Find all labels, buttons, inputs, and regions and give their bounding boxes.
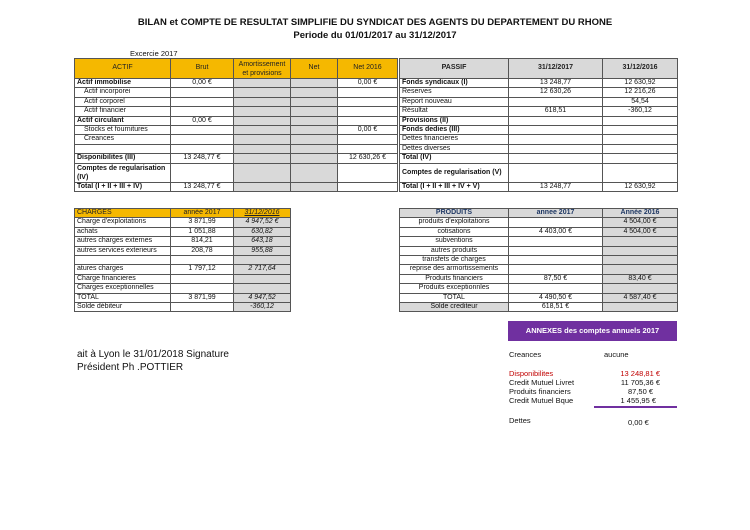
col-header: 31/12/2016 [234,209,291,218]
table-cell [171,256,234,265]
table-row [75,135,398,144]
col-header: Net [291,59,338,79]
table-cell: Dettes diverses [400,144,509,153]
table-row [75,256,291,265]
table-row [75,97,398,106]
table-cell [509,246,603,255]
table-cell: autres produits [400,246,509,255]
table-cell [171,284,234,293]
table-row [400,303,678,312]
dettes-value: 0,00 € [628,418,649,427]
table-cell [509,265,603,274]
table-cell [291,182,338,191]
table-cell: 2 717,64 [234,265,291,274]
table-row [75,79,398,88]
table-cell [234,116,291,125]
signature-president: Président Ph .POTTIER [77,362,184,373]
table-cell: 1 051,88 [171,227,234,236]
table-cell [603,154,678,163]
table-cell [171,274,234,283]
table-cell: 83,40 € [603,274,678,283]
table-cell: 13 248,77 [509,79,603,88]
table-cell: 4 947,52 [234,293,291,302]
table-cell: 13 248,77 [509,182,603,191]
table-cell: 4 490,50 € [509,293,603,302]
table-cell [171,135,234,144]
table-cell [291,97,338,106]
creances-value: aucune [604,350,629,359]
annex-item-value: 87,50 € [627,387,653,396]
table-cell [291,79,338,88]
table-cell: Stocks et fournitures [75,126,171,135]
table-row [400,88,678,97]
table-cell: 208,78 [171,246,234,255]
table-cell [509,256,603,265]
annexes-title: ANNEXES des comptes annuels 2017 [508,321,677,341]
table-cell: Reserves [400,88,509,97]
table-cell [509,218,603,227]
disponibilites-label: Disponibilites [509,369,554,378]
table-cell [509,284,603,293]
table-cell: Fonds syndicaux (I) [400,79,509,88]
table-cell: Disponibilites (III) [75,154,171,163]
table-cell: 87,50 € [509,274,603,283]
col-header: Net 2016 [338,59,398,79]
table-row [75,107,398,116]
table-row [75,227,291,236]
table-cell [509,97,603,106]
table-cell [234,126,291,135]
col-header: PASSIF [400,59,509,79]
annex-item-value: 11 705,36 € [620,378,660,387]
table-cell: Actif corporel [75,97,171,106]
table-cell: Total (I + II + III + IV + V) [400,182,509,191]
table-cell [603,265,678,274]
table-cell: 4 504,00 € [603,218,678,227]
table-cell [171,144,234,153]
table-cell: Creances [75,135,171,144]
table-row [75,265,291,274]
table-cell: Provisions (II) [400,116,509,125]
table-cell [291,163,338,182]
table-cell: 814,21 [171,237,234,246]
table-row [75,237,291,246]
annex-item-value: 1 455,95 € [620,396,656,405]
document-title: BILAN et COMPTE DE RESULTAT SIMPLIFIE DU SYNDICAT DES AGENTS DU DEPARTEMENT DU RHONE [137,17,613,28]
table-cell: Total (I + II + III + IV) [75,182,171,191]
table-cell: Actif financier [75,107,171,116]
table-cell: produits d'exploitations [400,218,509,227]
table-row [400,97,678,106]
table-cell [338,88,398,97]
table-cell: reprise des armortissements [400,265,509,274]
table-cell: autres services exterieurs [75,246,171,255]
table-cell: atures charges [75,265,171,274]
table-row [400,256,678,265]
table-row [400,284,678,293]
table-cell: subventions [400,237,509,246]
table-row [400,154,678,163]
table-cell: 4 403,00 € [509,227,603,236]
table-cell: 12 630,26 [509,88,603,97]
table-row [75,144,398,153]
table-cell: Comptes de regularisation (V) [400,163,509,182]
table-cell: Dettes financieres [400,135,509,144]
charges-table [74,208,291,312]
annex-item-label: Credit Mutuel Bque [509,396,574,405]
table-cell [171,163,234,182]
table-row [400,227,678,236]
table-cell: 13 248,77 € [171,182,234,191]
col-header: CHARGES [75,209,171,218]
table-row [400,79,678,88]
table-row [75,154,398,163]
table-cell [509,237,603,246]
table-row [400,144,678,153]
table-cell: -360,12 [603,107,678,116]
table-cell [603,284,678,293]
table-cell: Comptes de regularisation (IV) [75,163,171,182]
col-header: Brut [171,59,234,79]
table-cell: 1 797,12 [171,265,234,274]
col-header: PRODUITS [400,209,509,218]
table-cell [509,163,603,182]
table-cell [234,284,291,293]
table-cell: Charges exceptionnelles [75,284,171,293]
table-cell [234,182,291,191]
table-cell [234,256,291,265]
table-cell: 630,82 [234,227,291,236]
table-cell: 4 504,00 € [603,227,678,236]
signature-line: ait à Lyon le 31/01/2018 Signature [77,349,229,360]
table-row [75,246,291,255]
table-cell [234,79,291,88]
table-row [75,274,291,283]
table-cell [338,116,398,125]
table-cell: Actif immobilise [75,79,171,88]
table-cell: 3 871,99 [171,293,234,302]
table-cell [338,182,398,191]
table-cell: 4 947,52 € [234,218,291,227]
table-cell [291,126,338,135]
col-header: 31/12/2016 [603,59,678,79]
table-cell: 0,00 € [338,79,398,88]
table-cell: 643,18 [234,237,291,246]
table-row [75,126,398,135]
table-cell: cotisations [400,227,509,236]
table-row [400,265,678,274]
table-cell [509,135,603,144]
table-cell [509,154,603,163]
table-cell: Charge d'exploitations [75,218,171,227]
table-cell [234,163,291,182]
col-header: Amortissement et provisions [234,59,291,79]
table-cell: Actif incorporei [75,88,171,97]
table-cell: Solde débiteur [75,303,171,312]
table-cell [603,256,678,265]
table-row [400,163,678,182]
table-cell [171,303,234,312]
table-cell [75,256,171,265]
passif-table [399,58,678,192]
table-cell: Produits financiers [400,274,509,283]
table-cell [234,154,291,163]
col-header: année 2017 [171,209,234,218]
table-cell [171,126,234,135]
table-row [75,303,291,312]
table-row [400,135,678,144]
table-cell [291,154,338,163]
table-cell [509,116,603,125]
table-cell [603,144,678,153]
table-cell: Résultat [400,107,509,116]
table-cell: Report nouveau [400,97,509,106]
table-cell [338,107,398,116]
table-cell: Solde crediteur [400,303,509,312]
table-cell: 54,54 [603,97,678,106]
table-row [75,293,291,302]
annex-item-label: Produits financiers [509,387,571,396]
table-cell [338,163,398,182]
table-cell [603,246,678,255]
table-cell [234,144,291,153]
table-cell [603,116,678,125]
table-cell: 12 630,26 € [338,154,398,163]
table-cell: 3 871,99 [171,218,234,227]
table-cell: 955,88 [234,246,291,255]
table-row [75,116,398,125]
annex-item-label: Credit Mutuel Livret [509,378,575,387]
creances-label: Creances [509,350,542,359]
col-header: 31/12/2017 [509,59,603,79]
table-cell [338,97,398,106]
table-cell [75,144,171,153]
table-cell [603,303,678,312]
table-row [400,107,678,116]
table-cell [234,135,291,144]
table-cell: Fonds dedies (III) [400,126,509,135]
table-cell: Charge financieres [75,274,171,283]
table-row [75,182,398,191]
table-row [400,293,678,302]
table-row [75,218,291,227]
table-row [400,182,678,191]
table-cell [234,97,291,106]
table-cell [291,88,338,97]
table-cell [171,107,234,116]
table-cell: 4 587,40 € [603,293,678,302]
table-cell: 0,00 € [171,79,234,88]
table-row [400,126,678,135]
table-row [400,246,678,255]
table-cell: 12 630,92 [603,79,678,88]
table-cell: -360,12 [234,303,291,312]
table-cell: Total (IV) [400,154,509,163]
table-cell [234,274,291,283]
table-cell [338,135,398,144]
dettes-label: Dettes [509,416,531,425]
table-cell: TOTAL [75,293,171,302]
table-cell [603,163,678,182]
table-row [400,218,678,227]
table-cell [338,144,398,153]
table-cell: achats [75,227,171,236]
table-cell: 13 248,77 € [171,154,234,163]
table-cell: TOTAL [400,293,509,302]
table-cell: 618,51 [509,107,603,116]
document-period: Periode du 01/01/2017 au 31/12/2017 [293,30,457,41]
table-cell: Produits exceptionnles [400,284,509,293]
table-cell: autres charges externes [75,237,171,246]
table-cell: 12 630,92 [603,182,678,191]
table-cell [234,88,291,97]
col-header: ACTIF [75,59,171,79]
table-cell [171,88,234,97]
table-cell [603,237,678,246]
table-cell [171,97,234,106]
table-cell [291,107,338,116]
table-cell: Actif circulant [75,116,171,125]
table-row [75,284,291,293]
disponibilites-value: 13 248,81 € [620,369,660,378]
table-cell [234,107,291,116]
sum-underline [594,406,677,408]
table-row [400,274,678,283]
table-cell: 618,51 € [509,303,603,312]
table-row [75,163,398,182]
table-cell [603,126,678,135]
exercice-label: Excercie 2017 [130,49,178,58]
table-cell: transfets de charges [400,256,509,265]
table-cell [291,144,338,153]
table-row [75,88,398,97]
col-header: Année 2016 [603,209,678,218]
actif-table [74,58,398,192]
table-cell: 0,00 € [338,126,398,135]
table-cell [603,135,678,144]
table-cell [291,116,338,125]
table-cell: 0,00 € [171,116,234,125]
table-row [400,237,678,246]
table-cell: 12 216,26 [603,88,678,97]
table-row [400,116,678,125]
table-cell [291,135,338,144]
produits-table [399,208,678,312]
table-cell [509,126,603,135]
col-header: annee 2017 [509,209,603,218]
table-cell [509,144,603,153]
